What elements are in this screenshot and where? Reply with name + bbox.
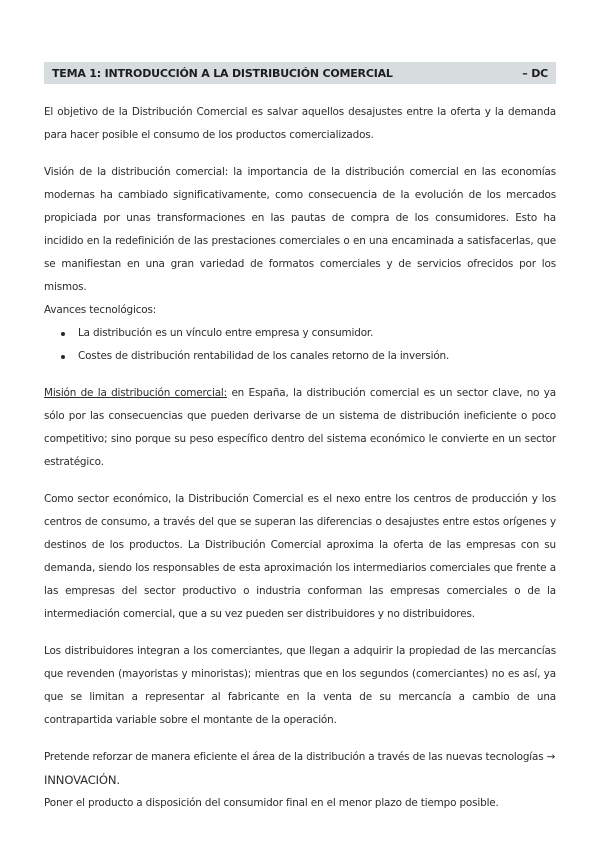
paragraph-vision: Visión de la distribución comercial: la importancia de la distribución comercial en las economías modernas ha cambiado significativamente, como consecuencia de la evolución de los mercados propiciada por unas transformaciones en las pautas de compra de los consumidores. Esto ha incidido en la redefinición de las prestaciones comerciales o en una encaminada a satisfacerlas, que se manifiestan en una gran variedad de formatos comerciales y de servicios ofrecidos por los mismos. — [44, 166, 556, 293]
paragraph-mision — [44, 382, 556, 474]
list-item: Costes de distribución rentabilidad de los canales retorno de la inversión. — [78, 345, 556, 368]
mision-label: Misión de la distribución comercial: — [44, 387, 228, 399]
innovacion-word: INNOVACIÓN. — [44, 773, 120, 787]
paragraph-objetivo: El objetivo de la Distribución Comercial es salvar aquellos desajustes entre la oferta y la demanda para hacer posible el consumo de los productos comercializados. — [44, 106, 556, 141]
paragraph-sector: Como sector económico, la Distribución Comercial es el nexo entre los centros de producción y los centros de consumo, a través del que se superan las diferencias o desajustes entre estos orígenes y destinos de los productos. La Distribución Comercial aproxima la oferta de las empresas con su demanda, siendo los responsables de esta aproximación los intermediarios comerciales que frente a las empresas del sector productivo o industria conforman las empresas comerciales o de la intermediación comercial, que a su vez pueden ser distribuidores y no distribuidores. — [44, 493, 556, 620]
list-item: La distribución es un vínculo entre empresa y consumidor. — [78, 322, 556, 345]
paragraph-distribuidores: Los distribuidores integran a los comerciantes, que llegan a adquirir la propiedad de las mercancías que revenden (mayoristas y minoristas); mientras que en los segundos (comerciantes) no es así, ya que se limitan a representar al fabricante en la venta de su mercancía a cambio de una contrapartida variable sobre el montante de la operación. — [44, 645, 556, 726]
paragraph-innovacion: Pretende reforzar de manera eficiente el área de la distribución a través de las nuevas tecnologías → — [44, 751, 556, 763]
paragraph-plazo: Poner el producto a disposición del consumidor final en el menor plazo de tiempo posible. — [44, 797, 499, 809]
section-title: TEMA 1: INTRODUCCIÓN A LA DISTRIBUCIÓN COMERCIAL — [52, 66, 393, 80]
mision-text: en España, la distribución comercial es un sector clave, no ya sólo por las consecuencias que pueden derivarse de un sistema de distribución ineficiente o poco competitivo; sino porque su peso específico dentro del sistema económico le convierte en un sector estratégico. — [44, 387, 556, 468]
avances-label: Avances tecnológicos: — [44, 304, 157, 316]
section-header — [44, 62, 556, 84]
document-body — [44, 101, 556, 815]
avances-list — [44, 322, 556, 368]
section-tag: – DC — [522, 66, 548, 80]
